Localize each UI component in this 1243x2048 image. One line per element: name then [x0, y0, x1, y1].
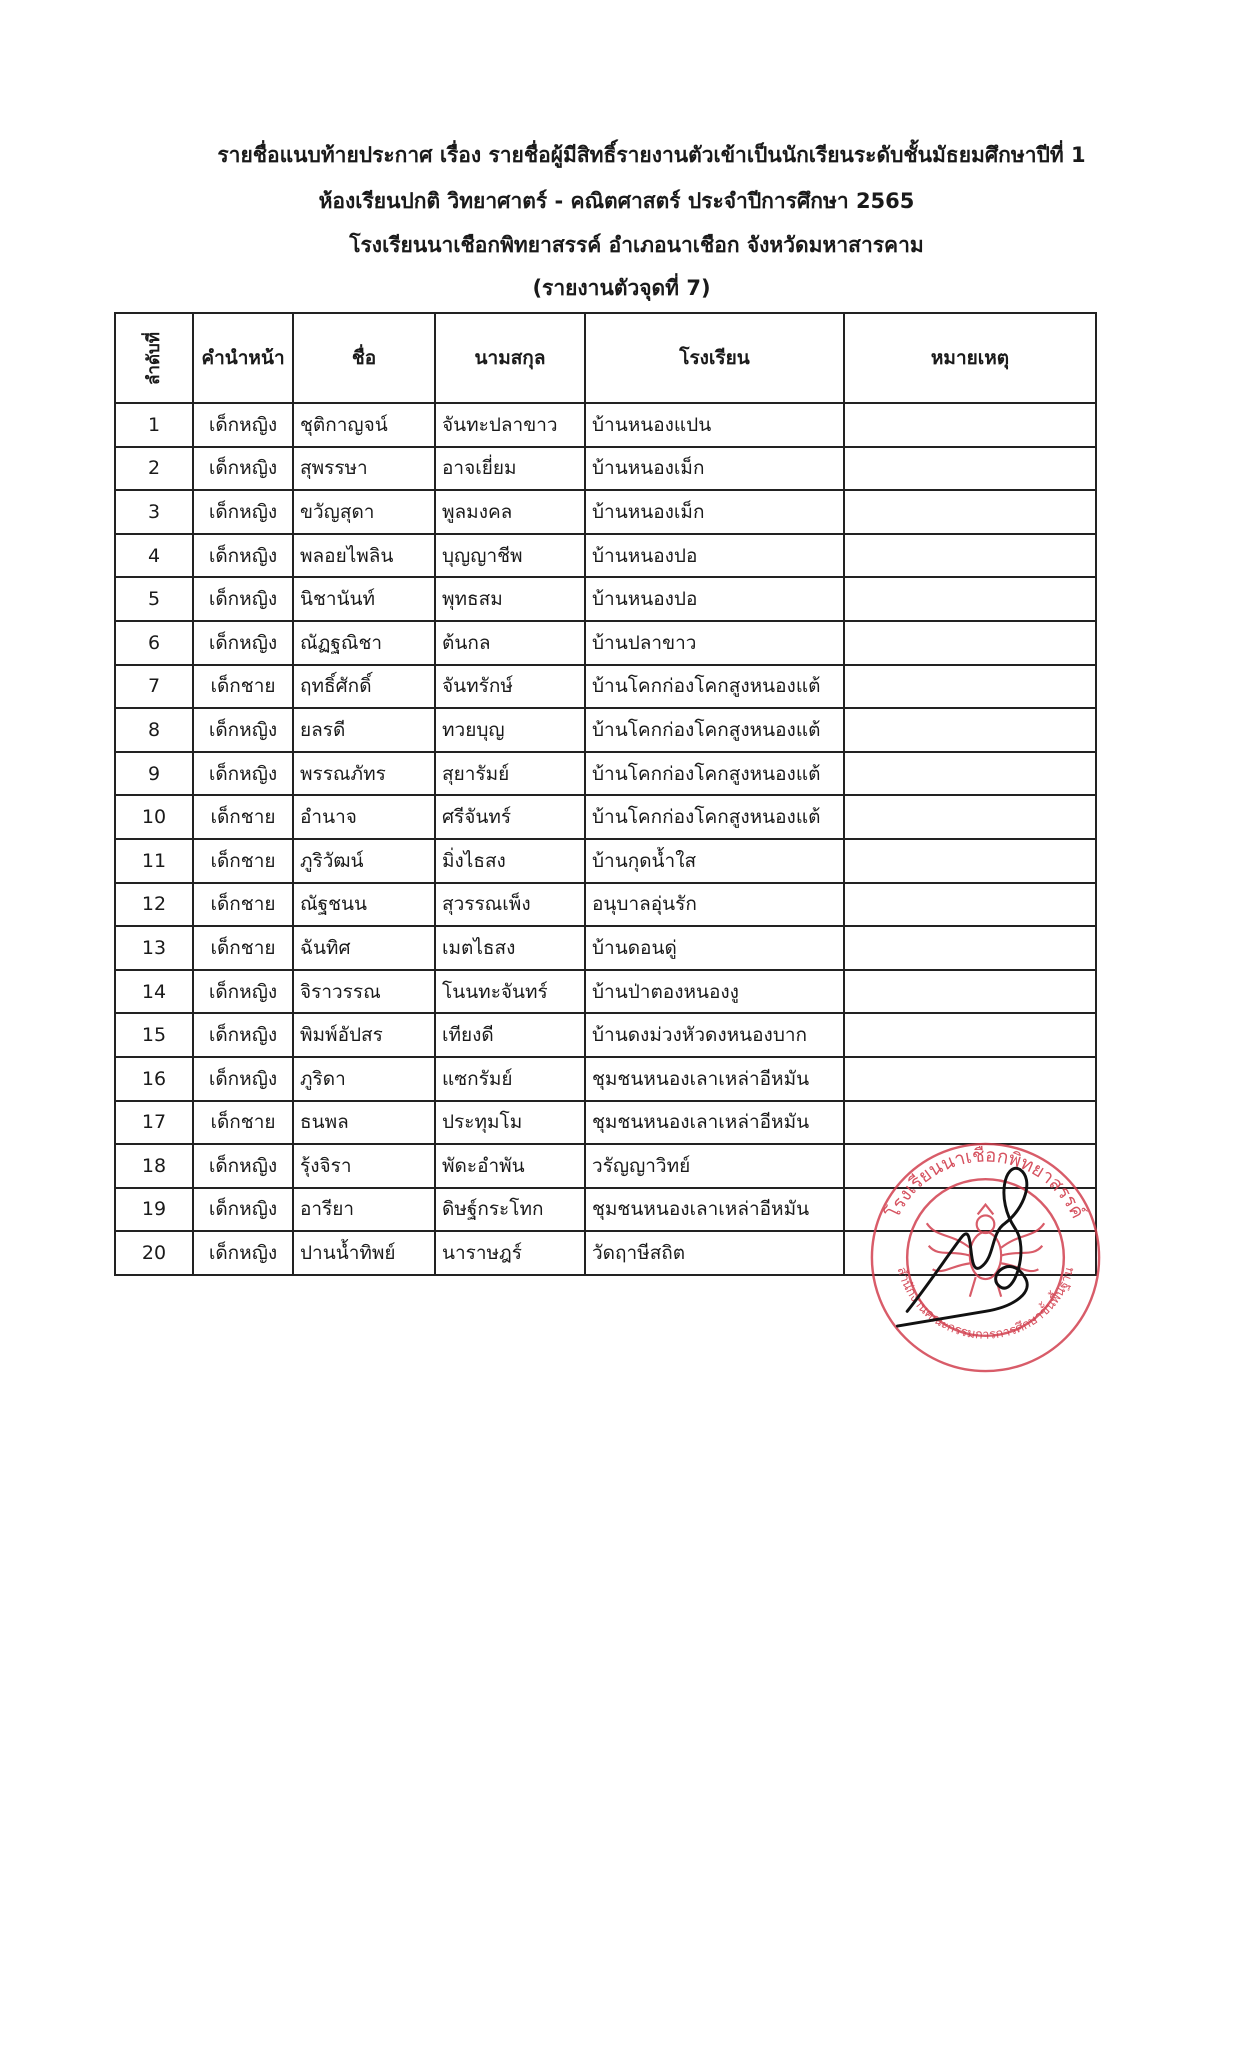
- table-row: [115, 970, 1096, 1014]
- cell-prefix: เด็กหญิง: [193, 1231, 293, 1275]
- cell-name: ขวัญสุดา: [293, 490, 435, 534]
- cell-number: 1: [115, 403, 193, 447]
- cell-prefix: เด็กหญิง: [193, 490, 293, 534]
- svg-text:โรงเรียนนาเชือกพิทยาสรรค์: [882, 1145, 1089, 1222]
- cell-prefix: เด็กหญิง: [193, 447, 293, 491]
- cell-prefix: เด็กหญิง: [193, 534, 293, 578]
- cell-surname: สุวรรณเพ็ง: [435, 883, 585, 927]
- col-header-prefix: คำนำหน้า: [193, 313, 293, 403]
- cell-prefix: เด็กชาย: [193, 839, 293, 883]
- cell-number: 12: [115, 883, 193, 927]
- cell-note: [844, 970, 1096, 1014]
- table-row: [115, 1013, 1096, 1057]
- cell-surname: แซกรัมย์: [435, 1057, 585, 1101]
- cell-school: บ้านหนองปอ: [585, 577, 844, 621]
- cell-note: [844, 1057, 1096, 1101]
- cell-number: 5: [115, 577, 193, 621]
- cell-school: บ้านโคกก่องโคกสูงหนองแต้: [585, 795, 844, 839]
- cell-number: 7: [115, 665, 193, 709]
- cell-surname: อาจเยี่ยม: [435, 447, 585, 491]
- program-subtitle: ห้องเรียนปกติ วิทยาศาตร์ - คณิตศาสตร์ ประจำปีการศึกษา 2565: [318, 189, 915, 213]
- cell-note: [844, 403, 1096, 447]
- cell-school: วรัญญาวิทย์: [585, 1144, 844, 1188]
- cell-number: 14: [115, 970, 193, 1014]
- cell-number: 15: [115, 1013, 193, 1057]
- cell-prefix: เด็กหญิง: [193, 970, 293, 1014]
- table-header-row: [115, 313, 1096, 403]
- cell-school: อนุบาลอุ่นรัก: [585, 883, 844, 927]
- cell-school: วัดฤาษีสถิต: [585, 1231, 844, 1275]
- cell-name: ธนพล: [293, 1101, 435, 1145]
- cell-school: บ้านกุดน้ำใส: [585, 839, 844, 883]
- cell-surname: ดิษฐ์กระโทก: [435, 1188, 585, 1232]
- cell-prefix: เด็กหญิง: [193, 1144, 293, 1188]
- cell-name: ฤทธิ์ศักดิ์: [293, 665, 435, 709]
- cell-prefix: เด็กหญิง: [193, 621, 293, 665]
- cell-prefix: เด็กหญิง: [193, 752, 293, 796]
- cell-name: ฉันทิศ: [293, 926, 435, 970]
- col-header-surname: นามสกุล: [435, 313, 585, 403]
- cell-number: 6: [115, 621, 193, 665]
- cell-name: นิชานันท์: [293, 577, 435, 621]
- student-roster-table: [114, 312, 1097, 1276]
- cell-surname: ศรีจันทร์: [435, 795, 585, 839]
- cell-note: [844, 839, 1096, 883]
- cell-prefix: เด็กหญิง: [193, 1013, 293, 1057]
- cell-number: 16: [115, 1057, 193, 1101]
- cell-surname: พูลมงคล: [435, 490, 585, 534]
- table-row: [115, 1101, 1096, 1145]
- cell-school: บ้านดอนดู่: [585, 926, 844, 970]
- cell-surname: บุญญาชีพ: [435, 534, 585, 578]
- report-point-label: (รายงานตัวจุดที่ 7): [532, 276, 711, 300]
- cell-surname: มิ่งไธสง: [435, 839, 585, 883]
- table-row: [115, 534, 1096, 578]
- cell-name: ณัฐชนน: [293, 883, 435, 927]
- cell-number: 9: [115, 752, 193, 796]
- cell-name: จิราวรรณ: [293, 970, 435, 1014]
- table-row: [115, 1057, 1096, 1101]
- seal-text-bottom: สำนักงานคณะกรรมการการศึกษาขั้นพื้นฐาน: [894, 1264, 1077, 1342]
- cell-school: บ้านหนองแปน: [585, 403, 844, 447]
- cell-note: [844, 621, 1096, 665]
- seal-text-top: โรงเรียนนาเชือกพิทยาสรรค์: [882, 1145, 1089, 1222]
- cell-number: 3: [115, 490, 193, 534]
- cell-name: สุพรรษา: [293, 447, 435, 491]
- cell-number: 18: [115, 1144, 193, 1188]
- cell-name: พรรณภัทร: [293, 752, 435, 796]
- col-header-number: ลำดับที่: [115, 313, 193, 403]
- school-district-line: โรงเรียนนาเชือกพิทยาสรรค์ อำเภอนาเชือก จังหวัดมหาสารคาม: [349, 233, 924, 257]
- cell-note: [844, 926, 1096, 970]
- cell-note: [844, 534, 1096, 578]
- cell-number: 2: [115, 447, 193, 491]
- cell-number: 11: [115, 839, 193, 883]
- table-row: [115, 577, 1096, 621]
- cell-number: 20: [115, 1231, 193, 1275]
- cell-number: 4: [115, 534, 193, 578]
- cell-note: [844, 795, 1096, 839]
- cell-prefix: เด็กหญิง: [193, 577, 293, 621]
- cell-surname: พุทธสม: [435, 577, 585, 621]
- table-row: [115, 708, 1096, 752]
- cell-surname: ทวยบุญ: [435, 708, 585, 752]
- col-header-note: หมายเหตุ: [844, 313, 1096, 403]
- table-row: [115, 665, 1096, 709]
- cell-name: รุ้งจิรา: [293, 1144, 435, 1188]
- cell-school: บ้านดงม่วงหัวดงหนองบาก: [585, 1013, 844, 1057]
- cell-school: บ้านโคกก่องโคกสูงหนองแต้: [585, 708, 844, 752]
- table-row: [115, 795, 1096, 839]
- cell-surname: พัดะอำพัน: [435, 1144, 585, 1188]
- table-row: [115, 926, 1096, 970]
- cell-note: [844, 490, 1096, 534]
- announcement-title: รายชื่อแนบท้ายประกาศ เรื่อง รายชื่อผู้มีสิทธิ์รายงานตัวเข้าเป็นนักเรียนระดับชั้นมัธยมศึกษาปีที่ 1: [217, 143, 1086, 167]
- cell-name: ณัฏฐณิชา: [293, 621, 435, 665]
- cell-surname: โนนทะจันทร์: [435, 970, 585, 1014]
- table-row: [115, 621, 1096, 665]
- cell-prefix: เด็กชาย: [193, 926, 293, 970]
- cell-prefix: เด็กชาย: [193, 795, 293, 839]
- cell-school: บ้านโคกก่องโคกสูงหนองแต้: [585, 665, 844, 709]
- table-row: [115, 447, 1096, 491]
- cell-name: อารียา: [293, 1188, 435, 1232]
- cell-school: บ้านโคกก่องโคกสูงหนองแต้: [585, 752, 844, 796]
- table-row: [115, 883, 1096, 927]
- cell-note: [844, 883, 1096, 927]
- col-header-name: ชื่อ: [293, 313, 435, 403]
- cell-surname: จันทะปลาขาว: [435, 403, 585, 447]
- cell-surname: เมตไธสง: [435, 926, 585, 970]
- cell-school: ชุมชนหนองเลาเหล่าอีหมัน: [585, 1101, 844, 1145]
- cell-prefix: เด็กชาย: [193, 1101, 293, 1145]
- cell-school: บ้านหนองปอ: [585, 534, 844, 578]
- col-header-school: โรงเรียน: [585, 313, 844, 403]
- cell-name: ภูริดา: [293, 1057, 435, 1101]
- svg-text:สำนักงานคณะกรรมการการศึกษาขั้น: [894, 1265, 1076, 1342]
- cell-number: 13: [115, 926, 193, 970]
- cell-note: [844, 1101, 1096, 1145]
- cell-surname: ประทุมโม: [435, 1101, 585, 1145]
- cell-note: [844, 708, 1096, 752]
- cell-prefix: เด็กชาย: [193, 883, 293, 927]
- table-row: [115, 752, 1096, 796]
- cell-surname: ต้นกล: [435, 621, 585, 665]
- cell-note: [844, 1013, 1096, 1057]
- cell-note: [844, 577, 1096, 621]
- cell-surname: เทียงดี: [435, 1013, 585, 1057]
- cell-school: ชุมชนหนองเลาเหล่าอีหมัน: [585, 1188, 844, 1232]
- cell-note: [844, 665, 1096, 709]
- cell-prefix: เด็กหญิง: [193, 1188, 293, 1232]
- cell-name: ชุติกาญจน์: [293, 403, 435, 447]
- cell-number: 19: [115, 1188, 193, 1232]
- cell-number: 10: [115, 795, 193, 839]
- cell-surname: จันทรักษ์: [435, 665, 585, 709]
- cell-name: พิมพ์อัปสร: [293, 1013, 435, 1057]
- cell-school: บ้านหนองเม็ก: [585, 490, 844, 534]
- cell-note: [844, 752, 1096, 796]
- cell-name: อำนาจ: [293, 795, 435, 839]
- cell-school: บ้านป่าตองหนองงู: [585, 970, 844, 1014]
- cell-school: ชุมชนหนองเลาเหล่าอีหมัน: [585, 1057, 844, 1101]
- cell-surname: นาราษฎร์: [435, 1231, 585, 1275]
- cell-name: ยลรดี: [293, 708, 435, 752]
- cell-prefix: เด็กหญิง: [193, 1057, 293, 1101]
- cell-name: ปานน้ำทิพย์: [293, 1231, 435, 1275]
- cell-note: [844, 447, 1096, 491]
- cell-name: พลอยไพลิน: [293, 534, 435, 578]
- official-school-seal: [868, 1140, 1103, 1375]
- cell-name: ภูริวัฒน์: [293, 839, 435, 883]
- cell-prefix: เด็กหญิง: [193, 403, 293, 447]
- cell-surname: สุยารัมย์: [435, 752, 585, 796]
- cell-school: บ้านหนองเม็ก: [585, 447, 844, 491]
- cell-prefix: เด็กหญิง: [193, 708, 293, 752]
- cell-number: 17: [115, 1101, 193, 1145]
- cell-prefix: เด็กชาย: [193, 665, 293, 709]
- table-row: [115, 403, 1096, 447]
- cell-school: บ้านปลาขาว: [585, 621, 844, 665]
- table-row: [115, 490, 1096, 534]
- cell-number: 8: [115, 708, 193, 752]
- table-row: [115, 839, 1096, 883]
